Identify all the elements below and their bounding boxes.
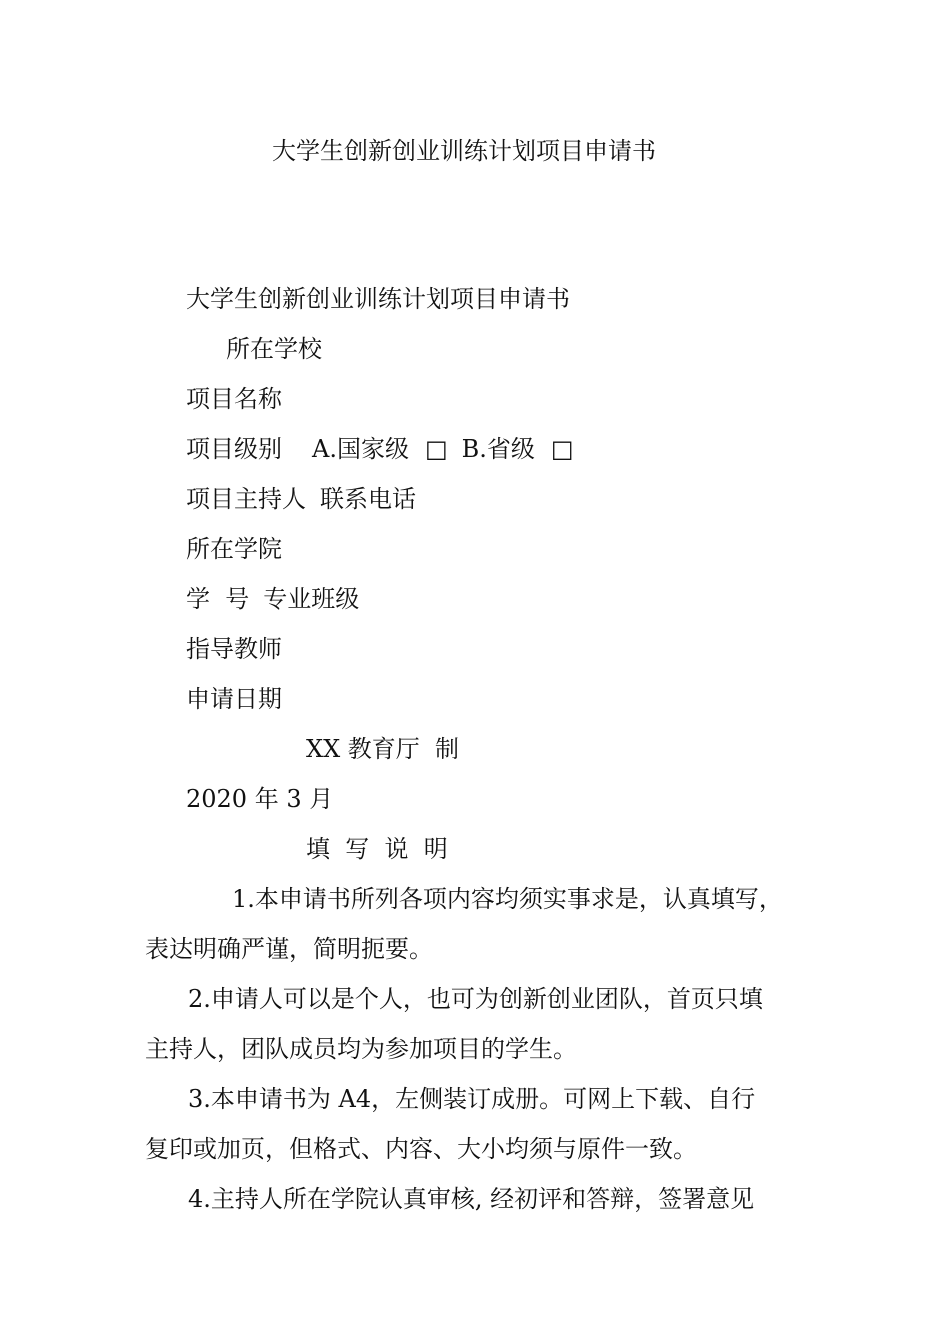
field-college-label: 所在学院 [186,535,282,563]
field-project-name-label: 项目名称 [186,385,282,413]
instruction-3-line-1: 3.本申请书为 A4，左侧装订成册。可网上下载、自行 [188,1085,756,1113]
instruction-2-line-1: 2.申请人可以是个人，也可为创新创业团队，首页只填 [188,985,763,1013]
document-title: 大学生创新创业训练计划项目申请书 [272,137,656,165]
field-host-row [186,487,416,511]
field-project-level-label: 项目级别 [186,435,282,463]
instruction-4-line-1: 4.主持人所在学院认真审核, 经初评和答辩，签署意见 [188,1185,755,1213]
field-class-label: 专业班级 [263,585,360,613]
field-phone-label: 联系电话 [320,485,416,513]
field-date-label: 申请日期 [186,685,282,713]
checkbox-national[interactable]: □ [424,435,448,463]
field-student-no-label: 学 号 [186,585,250,613]
instructions-heading: 填 写 说 明 [306,835,448,863]
instruction-1-line-2: 表达明确严谨，简明扼要。 [145,935,433,963]
level-option-national: A.国家级 [312,435,409,463]
field-teacher-label: 指导教师 [186,635,282,663]
checkbox-provincial[interactable]: □ [550,435,574,463]
cover-heading: 大学生创新创业训练计划项目申请书 [186,285,570,313]
instruction-1-line-1: 1.本申请书所列各项内容均须实事求是，认真填写， [232,885,783,913]
instruction-2-line-2: 主持人，团队成员均为参加项目的学生。 [145,1035,577,1063]
field-host-label: 项目主持人 [186,485,306,513]
level-option-provincial: B.省级 [461,435,535,463]
field-project-level-row [186,437,574,461]
field-student-row [186,587,359,611]
issuer-text: XX 教育厅 制 [306,735,460,763]
instruction-3-line-2: 复印或加页，但格式、内容、大小均须与原件一致。 [145,1135,697,1163]
field-school-label: 所在学校 [226,335,322,363]
issue-date: 2020 年 3 月 [186,785,334,813]
